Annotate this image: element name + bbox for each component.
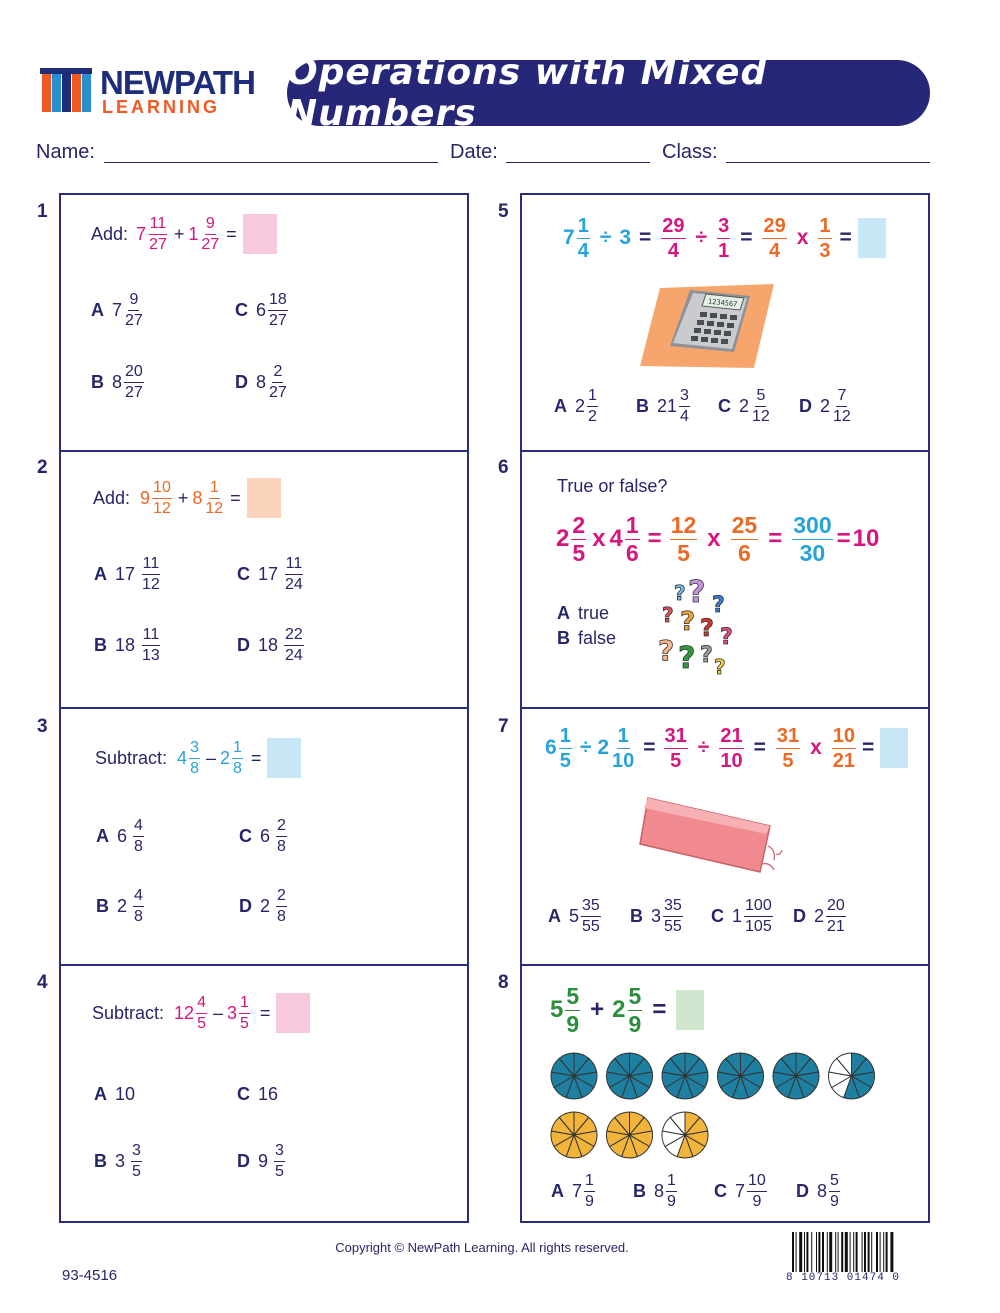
- class-label: Class:: [662, 141, 718, 163]
- whole-number: 12: [174, 1002, 195, 1023]
- answer-option-a[interactable]: A true: [557, 603, 610, 623]
- operator: ÷: [697, 736, 710, 759]
- question-7-expression: [545, 725, 908, 771]
- question-label: Add:: [93, 487, 131, 508]
- svg-text:?: ?: [714, 655, 726, 676]
- whole-number: 2: [219, 747, 230, 768]
- answer-option-a[interactable]: A 7 $\frac{1}{9}$: [551, 1172, 594, 1210]
- operator: ÷: [695, 226, 708, 249]
- whole-number: 6: [545, 736, 557, 759]
- barcode-bar: [890, 1232, 893, 1272]
- answer-option-b[interactable]: B 21 $\frac{3}{4}$: [636, 387, 689, 425]
- barcode-bar: [886, 1232, 888, 1272]
- barcode-bar: [806, 1232, 808, 1272]
- fraction-pie: [551, 1053, 597, 1099]
- operator: +: [590, 996, 605, 1023]
- whole-number: 9: [140, 487, 151, 508]
- answer-box[interactable]: [276, 993, 310, 1033]
- answer-box[interactable]: [243, 214, 277, 254]
- fraction: $\frac{10}{21}$: [832, 724, 856, 772]
- answer-option-d[interactable]: D 2 $\frac{7}{12}$: [799, 387, 851, 425]
- fraction: $\frac{4}{5}$: [197, 993, 206, 1032]
- barcode-bar: [883, 1232, 884, 1272]
- barcode-bar: [811, 1232, 812, 1272]
- fraction: $\frac{300}{30}$: [793, 511, 832, 566]
- operator: +: [173, 223, 185, 244]
- question-label: Add:: [91, 223, 129, 244]
- fraction-pie: [662, 1112, 708, 1158]
- question-1-expression: [91, 213, 277, 255]
- question-4-expression: [92, 992, 310, 1034]
- name-field[interactable]: [104, 162, 438, 163]
- logo-wordmark: NEWPATH: [100, 64, 255, 101]
- answer-option-b[interactable]: B 18 $\frac{11}{13}$: [94, 626, 160, 664]
- answer-option-c[interactable]: C 2 $\frac{5}{12}$: [718, 387, 770, 425]
- whole-number: 3: [227, 1002, 238, 1023]
- date-label: Date:: [450, 141, 498, 163]
- answer-box[interactable]: [676, 990, 704, 1030]
- barcode-bar: [862, 1232, 863, 1272]
- book-stack-icon: [38, 66, 94, 116]
- fraction: $\frac{5}{9}$: [566, 982, 580, 1037]
- question-2-expression: [93, 477, 281, 519]
- fraction-pie: [829, 1053, 875, 1099]
- barcode-bar: [827, 1232, 828, 1272]
- question-number: 2: [37, 457, 48, 478]
- answer-option-c[interactable]: C 1 $\frac{100}{105}$: [711, 897, 772, 935]
- equals-sign: =: [839, 226, 852, 249]
- fraction-pie: [607, 1112, 653, 1158]
- whole-number: 7: [563, 226, 575, 249]
- answer-option-c[interactable]: C 7 $\frac{10}{9}$: [714, 1172, 766, 1210]
- whole-number: 4: [609, 525, 623, 552]
- answer-option-d[interactable]: D 2 $\frac{2}{8}$: [239, 887, 286, 925]
- barcode-number: 8 10713 01474 0: [786, 1272, 901, 1284]
- svg-text:?: ?: [700, 643, 713, 668]
- question-3-expression: [95, 737, 301, 779]
- barcode-bar: [796, 1232, 797, 1272]
- answer-option-b[interactable]: B 3 $\frac{3}{5}$: [94, 1142, 141, 1180]
- question-number: 1: [37, 201, 48, 222]
- answer-option-a[interactable]: A 5 $\frac{35}{55}$: [548, 897, 600, 935]
- fraction: $\frac{3}{1}$: [718, 214, 730, 262]
- barcode-bar: [816, 1232, 817, 1272]
- operator: x: [592, 525, 606, 552]
- fraction-pie: [773, 1053, 819, 1099]
- fraction: $\frac{1}{4}$: [577, 214, 589, 262]
- answer-option-b[interactable]: B 3 $\frac{35}{55}$: [630, 897, 682, 935]
- barcode-bar: [880, 1232, 881, 1272]
- fraction: $\frac{1}{5}$: [559, 724, 571, 772]
- barcode-bar: [868, 1232, 870, 1272]
- fraction: $\frac{29}{4}$: [763, 214, 786, 262]
- whole-number: 2: [612, 996, 626, 1023]
- name-label: Name:: [36, 141, 95, 163]
- svg-text:?: ?: [662, 603, 674, 627]
- barcode-bar: [835, 1232, 836, 1272]
- answer-option-a[interactable]: A 6 $\frac{4}{8}$: [96, 817, 143, 855]
- svg-text:?: ?: [658, 634, 675, 667]
- equals-sign: =: [862, 736, 875, 759]
- equals-sign: =: [652, 996, 667, 1023]
- barcode-bar: [853, 1232, 854, 1272]
- operator: x: [796, 226, 809, 249]
- whole-number: 1: [188, 223, 199, 244]
- fraction-pie: [607, 1053, 653, 1099]
- fraction: $\frac{29}{4}$: [662, 214, 685, 262]
- fraction: $\frac{31}{5}$: [776, 724, 800, 772]
- barcode-bar: [818, 1232, 820, 1272]
- svg-text:?: ?: [712, 593, 725, 618]
- question-5-expression: [563, 215, 886, 261]
- operator: ÷: [579, 736, 592, 759]
- equals-sign: =: [643, 736, 656, 759]
- operator: x: [707, 525, 721, 552]
- answer-option-b[interactable]: B 8 $\frac{20}{27}$: [91, 363, 143, 401]
- barcode-bar: [822, 1232, 824, 1272]
- result-value: 10: [852, 525, 880, 552]
- answer-option-d[interactable]: D 8 $\frac{5}{9}$: [796, 1172, 839, 1210]
- whole-number: 2: [556, 525, 570, 552]
- question-number: 6: [498, 457, 509, 478]
- whole-number: 7: [136, 223, 147, 244]
- question-6-expression: [556, 512, 879, 566]
- fraction: $\frac{1}{5}$: [240, 993, 249, 1032]
- question-number: 8: [498, 972, 509, 993]
- barcode-bar: [850, 1232, 851, 1272]
- answer-option-c[interactable]: C 17 $\frac{11}{24}$: [237, 555, 303, 593]
- operator: –: [205, 747, 216, 768]
- answer-option-d[interactable]: D 18 $\frac{22}{24}$: [237, 626, 303, 664]
- answer-box[interactable]: [267, 738, 301, 778]
- fraction: $\frac{3}{8}$: [190, 738, 199, 777]
- fraction: $\frac{21}{10}$: [720, 724, 743, 772]
- fraction-pie: [551, 1112, 597, 1158]
- barcode-bar: [799, 1232, 802, 1272]
- barcode-bar: [876, 1232, 878, 1272]
- answer-option-d[interactable]: D 2 $\frac{20}{21}$: [793, 897, 845, 935]
- equals-sign: =: [836, 525, 851, 552]
- answer-option-a[interactable]: A 10: [94, 1083, 136, 1104]
- barcode-bar: [845, 1232, 848, 1272]
- operator: x: [810, 736, 822, 759]
- whole-number: 4: [177, 747, 188, 768]
- answer-option-d[interactable]: D 9 $\frac{3}{5}$: [237, 1142, 284, 1180]
- equals-sign: =: [753, 736, 766, 759]
- answer-box[interactable]: [880, 728, 908, 768]
- equals-sign: =: [647, 525, 662, 552]
- fraction-pies: [540, 1046, 890, 1164]
- barcode-bar: [792, 1232, 794, 1272]
- newpath-logo: [38, 64, 278, 118]
- equals-sign: =: [768, 525, 783, 552]
- question-8-expression: [550, 982, 704, 1037]
- eraser-icon: [636, 794, 786, 878]
- question-label: Subtract:: [92, 1002, 165, 1023]
- svg-text:?: ?: [720, 625, 733, 650]
- barcode-bar: [841, 1232, 843, 1272]
- svg-text:?: ?: [700, 614, 714, 642]
- question-number: 4: [37, 972, 48, 993]
- barcode-bar: [871, 1232, 872, 1272]
- answer-option-a[interactable]: A 2 $\frac{1}{2}$: [554, 387, 597, 425]
- equals-sign: =: [250, 747, 262, 768]
- svg-text:?: ?: [674, 581, 686, 605]
- svg-text:?: ?: [678, 641, 696, 676]
- answer-option-c[interactable]: C 6 $\frac{2}{8}$: [239, 817, 286, 855]
- question-number: 5: [498, 201, 509, 222]
- whole-number: 3: [619, 226, 632, 249]
- fraction: $\frac{2}{5}$: [572, 511, 586, 566]
- answer-option-d[interactable]: D 8 $\frac{2}{27}$: [235, 363, 287, 401]
- svg-text:?: ?: [688, 575, 706, 610]
- equals-sign: =: [226, 223, 237, 244]
- page-title: Operations with Mixed Numbers: [287, 60, 930, 126]
- barcode-bar: [856, 1232, 858, 1272]
- barcode-bar: [829, 1232, 832, 1272]
- answer-box[interactable]: [247, 478, 281, 518]
- answer-option-c[interactable]: C 16: [237, 1083, 279, 1104]
- equals-sign: =: [639, 226, 652, 249]
- fraction: $\frac{10}{12}$: [153, 478, 171, 517]
- product-code: 93-4516: [62, 1267, 118, 1284]
- fraction-pie: [718, 1053, 764, 1099]
- answer-box[interactable]: [858, 218, 886, 258]
- answer-option-a[interactable]: A 7 $\frac{9}{27}$: [91, 291, 143, 329]
- question-label: Subtract:: [95, 747, 168, 768]
- barcode-icon: [790, 1232, 935, 1272]
- fraction: $\frac{11}{27}$: [149, 214, 167, 253]
- fraction: $\frac{1}{6}$: [625, 511, 639, 566]
- fraction: $\frac{1}{8}$: [233, 738, 242, 777]
- operator: ÷: [599, 226, 612, 249]
- answer-option-b[interactable]: B false: [557, 628, 617, 648]
- whole-number: 5: [550, 996, 564, 1023]
- fraction: $\frac{1}{3}$: [819, 214, 831, 262]
- equals-sign: =: [230, 487, 241, 508]
- question-marks-icon: [654, 572, 746, 676]
- whole-number: 2: [597, 736, 610, 759]
- barcode-bar: [864, 1232, 866, 1272]
- barcode-bar: [838, 1232, 839, 1272]
- date-field[interactable]: [506, 162, 650, 163]
- svg-text:?: ?: [680, 607, 696, 637]
- class-field[interactable]: [726, 162, 930, 163]
- fraction: $\frac{1}{12}$: [205, 478, 224, 517]
- calculator-icon: [638, 282, 776, 370]
- calculator-display: 1234567: [707, 297, 738, 309]
- true-false-prompt: True or false?: [557, 476, 668, 496]
- operator: –: [212, 1002, 223, 1023]
- answer-option-c[interactable]: C 6 $\frac{18}{27}$: [235, 291, 287, 329]
- equals-sign: =: [259, 1002, 271, 1023]
- fraction: $\frac{31}{5}$: [664, 724, 687, 772]
- whole-number: 8: [192, 487, 203, 508]
- equals-sign: =: [740, 226, 753, 249]
- fraction-pie: [662, 1053, 708, 1099]
- operator: +: [177, 487, 189, 508]
- question-number: 3: [37, 716, 48, 737]
- logo-subwordmark: LEARNING: [102, 97, 220, 117]
- fraction: $\frac{9}{27}$: [201, 214, 220, 253]
- answer-option-b[interactable]: B 8 $\frac{1}{9}$: [633, 1172, 676, 1210]
- answer-option-a[interactable]: A 17 $\frac{11}{12}$: [94, 555, 160, 593]
- answer-option-b[interactable]: B 2 $\frac{4}{8}$: [96, 887, 143, 925]
- fraction: $\frac{1}{10}$: [612, 724, 635, 772]
- fraction: $\frac{5}{9}$: [628, 982, 642, 1037]
- question-number: 7: [498, 716, 509, 737]
- barcode-bar: [804, 1232, 805, 1272]
- fraction: $\frac{12}{5}$: [670, 511, 697, 566]
- copyright-notice: Copyright © NewPath Learning. All rights reserved.: [335, 1240, 629, 1255]
- fraction: $\frac{25}{6}$: [731, 511, 758, 566]
